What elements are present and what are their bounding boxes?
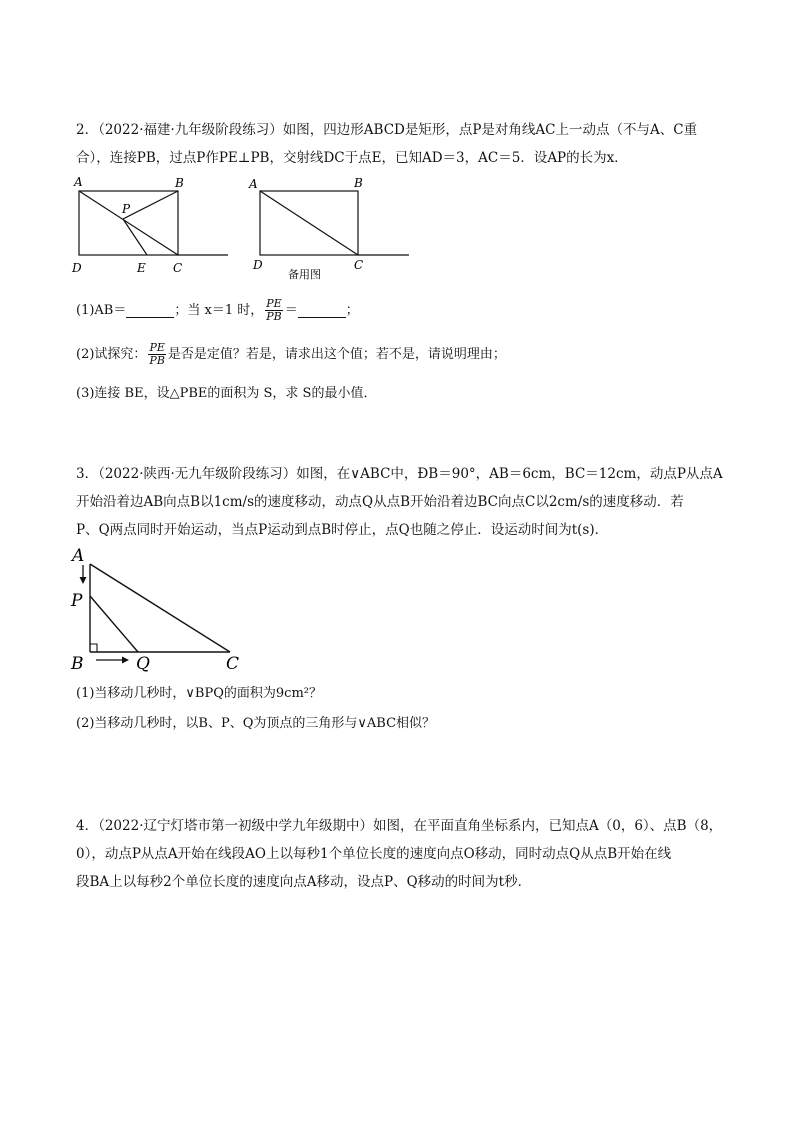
q2-sub1-condition: ；当 x＝1 时， xyxy=(174,302,264,318)
q2-sub2-frac-den: PB xyxy=(149,354,165,367)
q2-fig2-label-B: B xyxy=(354,176,363,190)
q4-text-line1: 4．（2022·辽宁灯塔市第一初级中学九年级期中）如图，在平面直角坐标系内，已知点A（0，6）、点B（8， xyxy=(76,818,723,834)
q3-sub1: (1)当移动几秒时，∨BPQ的面积为9cm²？ xyxy=(76,686,322,701)
q2-sub1-equals: ＝ xyxy=(284,302,298,318)
q2-sub1-blank-ratio xyxy=(298,303,346,318)
q2-fig2-caption: 备用图 xyxy=(288,268,321,281)
q2-sub3: (3)连接 BE，设△PBE的面积为 S，求 S的最小值． xyxy=(76,386,377,401)
q3-fig-label-B: B xyxy=(71,654,84,673)
q2-sub1-fraction xyxy=(265,298,283,323)
q3-fig-label-P: P xyxy=(71,591,83,611)
q3-fig-label-C: C xyxy=(226,654,240,673)
q2-fig1-label-C: C xyxy=(173,261,183,275)
q4-text-line3: 段BA上以每秒2个单位长度的速度向点A移动，设点P、Q移动的时间为t秒． xyxy=(76,874,532,890)
q2-text-line1: 2．（2022·福建·九年级阶段练习）如图，四边形ABCD是矩形，点P是对角线AC上一动点（不与A、C重 xyxy=(76,122,698,138)
q2-fig1-label-E: E xyxy=(137,261,146,275)
q2-sub1-blank-ab xyxy=(126,303,174,318)
q2-sub2-fraction xyxy=(148,342,166,367)
q3-text-line1: 3．（2022·陕西·无九年级阶段练习）如图，在∨ABC中，ÐB＝90°，AB＝6cm，BC＝12cm，动点P从点A xyxy=(76,466,723,482)
q2-fig2-label-A: A xyxy=(249,177,258,191)
q2-sub1-end: ； xyxy=(345,302,359,318)
q2-fig1-label-B: B xyxy=(175,176,184,190)
q2-sub1-frac-num: PE xyxy=(266,297,282,310)
q2-sub2-prefix: (2)试探究： xyxy=(76,346,147,362)
q2-sub2-frac-num: PE xyxy=(149,341,165,354)
q2-fig2-label-C: C xyxy=(354,258,364,272)
q2-fig1-label-D: D xyxy=(72,261,82,275)
q2-sub2-text: 是否是定值？若是，请求出这个值；若不是，请说明理由； xyxy=(167,346,506,362)
q2-fig1-label-P: P xyxy=(122,202,131,216)
q2-sub1 xyxy=(76,298,736,323)
q3-fig-label-A: A xyxy=(72,546,85,566)
q3-text-line3: P、Q两点同时开始运动，当点P运动到点B时停止，点Q也随之停止．设运动时间为t(s)． xyxy=(76,522,609,538)
q3-figure xyxy=(66,543,251,673)
q2-sub2 xyxy=(76,342,736,367)
q3-fig-label-Q: Q xyxy=(136,654,150,673)
q2-sub1-frac-den: PB xyxy=(266,310,282,323)
q2-sub1-prefix: (1)AB＝ xyxy=(76,302,127,318)
q2-fig1-label-A: A xyxy=(74,175,83,189)
q2-figure-main xyxy=(70,174,230,278)
q3-sub2: (2)当移动几秒时，以B、P、Q为顶点的三角形与∨ABC相似？ xyxy=(76,716,436,731)
q2-figure-spare xyxy=(245,174,415,286)
q4-text-line2: 0），动点P从点A开始在线段AO上以每秒1个单位长度的速度向点O移动，同时动点Q从点B开始在线 xyxy=(76,846,672,862)
q2-text-line2: 合），连接PB，过点P作PE⊥PB，交射线DC于点E，已知AD＝3，AC＝5．设AP的长为x． xyxy=(76,150,628,166)
q3-text-line2: 开始沿着边AB向点B以1cm/s的速度移动，动点Q从点B开始沿着边BC向点C以2cm/s的速度移动．若 xyxy=(76,494,684,510)
q2-fig2-label-D: D xyxy=(253,258,263,272)
